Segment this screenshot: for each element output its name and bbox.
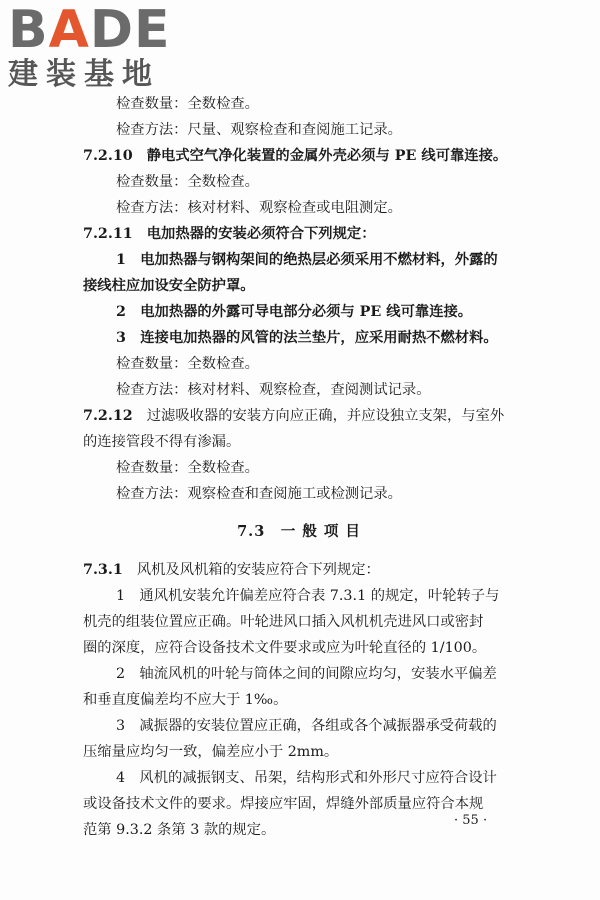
logo-subtitle: 建装基地: [8, 57, 160, 92]
clause-7-2-12: [83, 406, 504, 426]
text-line: 接线柱应加设安全防护罩。: [83, 278, 255, 294]
logo-wordmark: BADE: [8, 0, 171, 60]
text-line: 2 轴流风机的叶轮与筒体之间的间隙应均匀，安装水平偏差: [116, 666, 497, 682]
text-line: 2 电加热器的外露可导电部分必须与 PE 线可靠连接。: [116, 304, 473, 320]
text-line: 1 电加热器与钢构架间的绝热层必须采用不燃材料，外露的: [116, 252, 498, 268]
text-line: 的连接管段不得有渗漏。: [83, 434, 241, 450]
text-line: 机壳的组装位置应正确。叶轮进风口插入风机机壳进风口或密封: [83, 614, 484, 630]
text-line: 检查方法：观察检查和查阅施工或检测记录。: [116, 486, 402, 502]
clause-number: 7.2.12: [83, 408, 133, 424]
text-line: 4 风机的减振钢支、吊架，结构形式和外形尺寸应符合设计: [116, 770, 497, 786]
clause-number: 7.3.1: [83, 562, 123, 578]
text-line: 或设备技术文件的要求。焊接应牢固，焊缝外部质量应符合本规: [83, 796, 484, 812]
clause-text: 过滤吸收器的安装方向应正确，并应设独立支架，与室外: [146, 408, 505, 424]
clause-number: 7.2.11: [83, 226, 133, 242]
text-line: 检查数量：全数检查。: [116, 356, 259, 372]
clause-7-2-11: [83, 224, 376, 244]
section-heading: 7.3 一 般 项 目: [237, 523, 361, 540]
text-line: 1 通风机安装允许偏差应符合表 7.3.1 的规定，叶轮转子与: [116, 588, 500, 604]
text-line: 检查数量：全数检查。: [116, 174, 259, 190]
text-line: 检查方法：核对材料、观察检查，查阅测试记录。: [116, 382, 431, 398]
bade-logo: [8, 2, 180, 92]
text-line: 检查数量：全数检查。: [116, 96, 259, 112]
clause-number: 7.2.10: [83, 148, 133, 164]
text-line: 检查方法：尺量、观察检查和查阅施工记录。: [116, 122, 402, 138]
text-line: 3 减振器的安装位置应正确，各组或各个减振器承受荷载的: [116, 718, 497, 734]
text-line: 3 连接电加热器的风管的法兰垫片，应采用耐热不燃材料。: [116, 330, 498, 346]
text-line: 压缩量应均匀一致，偏差应小于 2mm。: [83, 744, 339, 760]
text-line: 检查方法：核对材料、观察检查或电阻测定。: [116, 200, 402, 216]
text-line: 范第 9.3.2 条第 3 款的规定。: [83, 822, 276, 838]
clause-text: 电加热器的安装必须符合下列规定：: [146, 226, 376, 242]
text-line: 圈的深度，应符合设备技术文件要求或应为叶轮直径的 1/100。: [83, 640, 487, 656]
clause-text: 静电式空气净化装置的金属外壳必须与 PE 线可靠连接。: [146, 148, 508, 164]
text-line: 和垂直度偏差均不应大于 1‰。: [83, 692, 288, 708]
clause-text: 风机及风机箱的安装应符合下列规定：: [136, 562, 380, 578]
page-number: · 55 ·: [454, 813, 488, 828]
clause-7-2-10: [83, 146, 507, 166]
text-line: 检查数量：全数检查。: [116, 460, 259, 476]
clause-7-3-1: [83, 560, 380, 580]
